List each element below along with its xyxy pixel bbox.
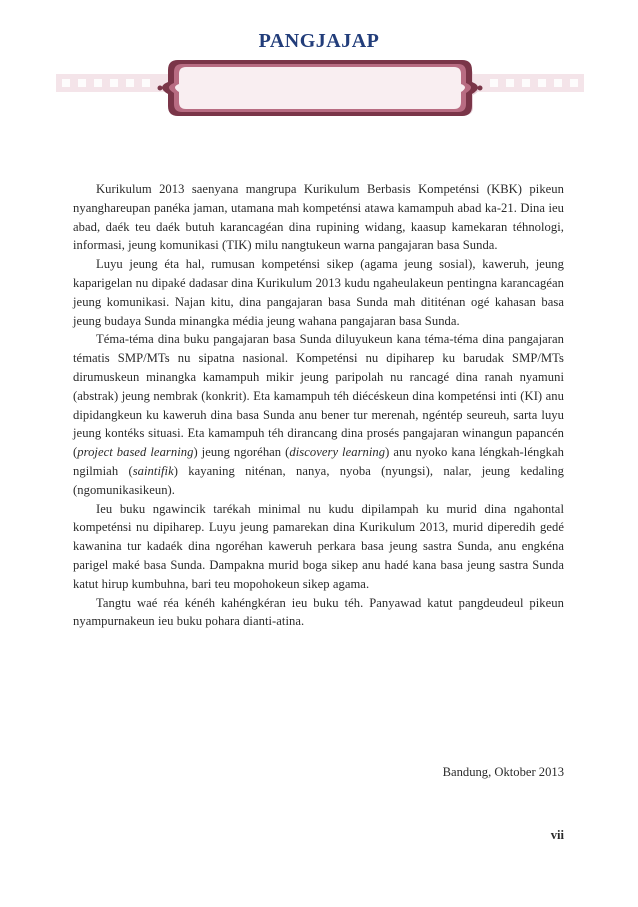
signoff-place-date: Bandung, Oktober 2013: [442, 765, 564, 779]
paragraph-3-part-3: ) anu nyoko kana léngkah-léngkah ngilmiah (: [73, 445, 564, 478]
page-number: vii: [550, 828, 564, 842]
paragraph-5: Tangtu waé réa kénéh kahéngkéran ieu buku téh. Panyawad katut pangdeudeul pikeun nyampurnakeun ieu buku pohara dianti-atina.: [73, 595, 564, 629]
ornamental-frame-icon: [50, 52, 590, 122]
paragraph-4: Ieu buku ngawincik tarékah minimal nu kudu dipilampah ku murid dina ngahontal kompeténsi nu dipiharep. Luyu jeung pamarekan dina Kurikulum 2013, murid diperedih gedé kawanina tur kadaék dina ngoréhan kaweruh perkara basa jeung sastra Sunda, anu engkéna parigel maké basa Sunda. Dampakna murid boga sikep anu hadé kana basa jeung sastra Sunda katut hirup kumbuhna, bari teu mopohokeun sikep agama.: [73, 501, 564, 591]
paragraph-3: [73, 330, 564, 499]
paragraph-1: Kurikulum 2013 saenyana mangrupa Kurikulum Berbasis Kompeténsi (KBK) pikeun nyanghareupan panéka jaman, utamana mah kompeténsi atawa kamampuh abad ka-21. Dina ieu abad, daék teu daék butuh karancagéan dina rupining widang, kaasup kamekaran téhnologi, informasi, jeung komunikasi (TIK) milu nangtukeun warna pangajaran basa Sunda.: [73, 182, 564, 253]
paragraph-3-part-2: ) jeung ngoréhan (: [193, 445, 290, 460]
italic-term-discovery-learning: discovery learning: [289, 445, 386, 460]
banner-panel: [175, 67, 465, 109]
page-title: PANGJAJAP: [258, 30, 380, 52]
italic-term-saintifik: saintifik: [132, 463, 174, 478]
title-banner: [50, 52, 590, 122]
paragraph-3-part-4: ) kayaning niténan, nanya, nyoba (nyungsi), nalar, jeung kedaling (ngomunikasikeun).: [73, 463, 564, 497]
italic-term-project-based-learning: project based learning: [77, 445, 194, 460]
paragraph-3-part-1: Téma-téma dina buku pangajaran basa Sunda diluyukeun kana téma-téma dina pangajaran tématis SMP/MTs nu sipatna nasional. Kompeténsi nu dipiharep ku barudak SMP/MTs dirumuskeun minangka kamampuh mikir jeung paripolah nu rancagé dina ranah nyamuni (abstrak) jeung nembrak (konkrit). Eta kamampuh téh diécéskeun dina kompeténsi inti (KI) anu dipidangkeun ku kaweruh dina basa Sunda anu bener tur merenah, ngéntép seureuh, sarta luyu jeung kontéks situasi. Eta kamampuh téh dirancang dina prosés pangajaran winangun papancén (: [73, 332, 564, 460]
preface-body: [73, 180, 564, 631]
paragraph-2: Luyu jeung éta hal, rumusan kompeténsi sikep (agama jeung sosial), kaweruh, jeung kaparigelan nu dipaké dadasar dina Kurikulum 2013 kudu ngaheulakeun pentingna karancagéan jeung komunikasi. Najan kitu, dina pangajaran basa Sunda mah dititénan ogé kahasan basa jeung budaya Sunda minangka média jeung wahana pangajaran basa Sunda.: [73, 257, 564, 328]
